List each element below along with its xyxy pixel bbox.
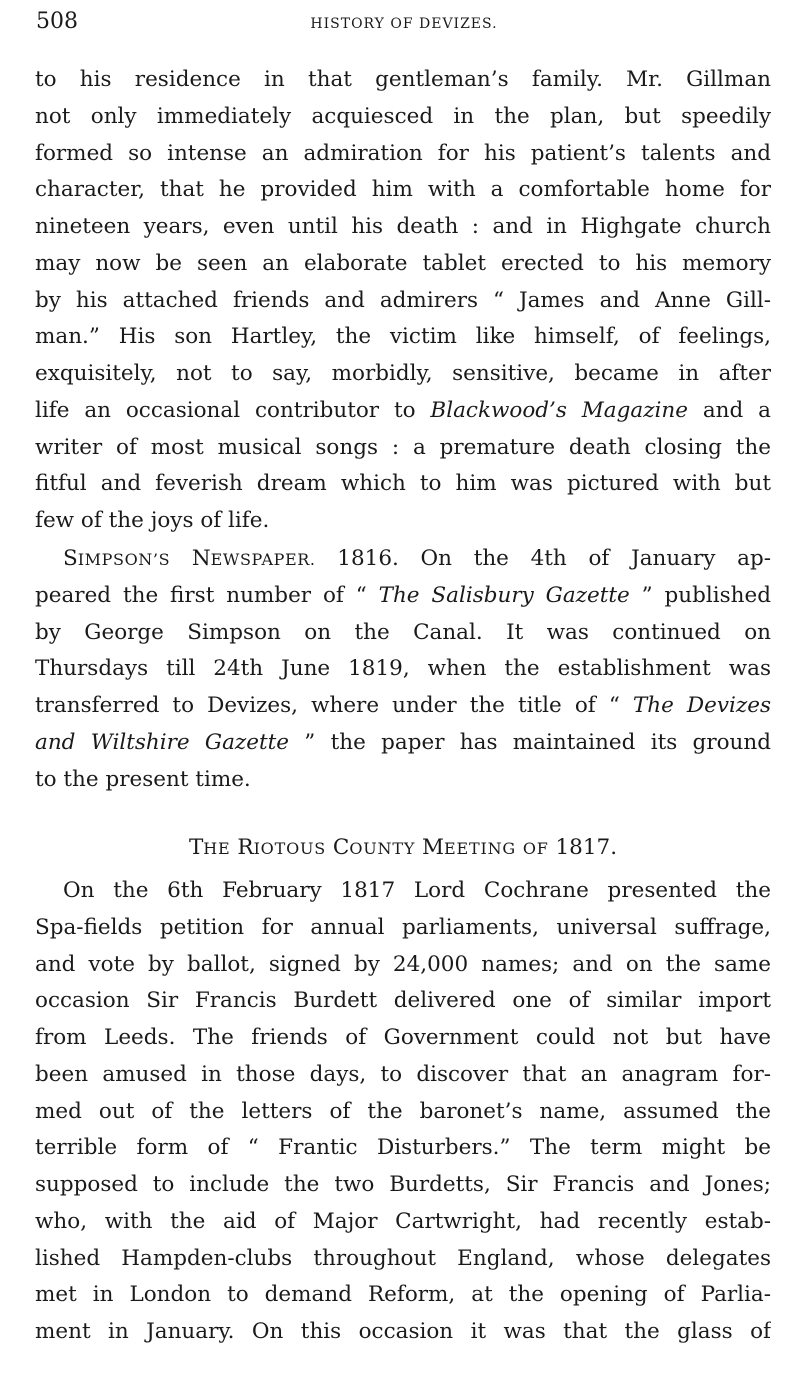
text-line xyxy=(35,578,771,615)
running-title: HISTORY OF DEVIZES. xyxy=(310,16,498,32)
text-run: 1816. On the 4th of January ap- xyxy=(315,546,771,571)
text-line: few of the joys of life. xyxy=(35,508,270,533)
text-run: and a xyxy=(687,397,771,423)
text-line: terrible form of “ Frantic Disturbers.” The term might be xyxy=(35,1135,771,1161)
text-line: ment in January. On this occasion it was that the glass of xyxy=(35,1319,771,1344)
heading-initial: M xyxy=(422,835,445,860)
text-line: occasion Sir Francis Burdett delivered one of similar import xyxy=(35,988,771,1014)
heading-initial: C xyxy=(332,835,350,860)
text-line: supposed to include the two Burdetts, Sir Francis and Jones; xyxy=(35,1172,771,1197)
heading-smallcaps: IOTOUS xyxy=(253,839,327,858)
text-line xyxy=(35,541,771,578)
text-line xyxy=(35,725,771,762)
text-line: man.” His son Hartley, the victim like himself, of feelings, xyxy=(35,324,771,350)
text-line: from Leeds. The friends of Government could not but have xyxy=(35,1025,771,1050)
text-run: transferred to Devizes, where under the title of “ xyxy=(35,693,633,718)
text-line xyxy=(35,688,771,725)
heading-smallcaps: HE xyxy=(203,839,231,858)
text-line: by his attached friends and admirers “ James and Anne Gill- xyxy=(35,287,771,313)
text-line: med out of the letters of the baronet’s name, assumed the xyxy=(35,1098,771,1124)
italic-title: The Salisbury Gazette xyxy=(378,582,630,608)
italic-title: and Wiltshire Gazette xyxy=(35,729,289,755)
text-run: ” published xyxy=(629,582,771,608)
text-line: may now be seen an elaborate tablet erected to his memory xyxy=(35,250,771,276)
italic-title: Blackwood’s Magazine xyxy=(430,397,688,423)
text-line: lished Hampden-clubs throughout England, whose delegates xyxy=(35,1245,771,1271)
italic-title: The Devizes xyxy=(632,693,771,718)
section-heading xyxy=(35,828,771,869)
text-line: met in London to demand Reform, at the opening of Parlia- xyxy=(35,1282,771,1308)
text-line: Spa-fields petition for annual parliaments, universal suffrage, xyxy=(35,914,771,940)
paragraph-simpsons-newspaper xyxy=(35,541,771,798)
text-run: life an occasional contributor to xyxy=(35,397,431,423)
lead-in-smallcaps: EWSPAPER. xyxy=(210,550,316,569)
text-line: On the 6th February 1817 Lord Cochrane presented the xyxy=(63,878,771,903)
heading-smallcaps: OUNTY xyxy=(349,839,416,858)
heading-year: 1817. xyxy=(555,835,618,860)
paragraph-coleridge xyxy=(35,62,771,540)
text-line: to his residence in that gentleman’s family. Mr. Gillman xyxy=(35,67,771,92)
text-line: Thursdays till 24th June 1819, when the establishment was xyxy=(35,656,771,682)
text-line: fitful and feverish dream which to him was pictured with but xyxy=(35,471,771,497)
text-line: nineteen years, even until his death : and in Highgate church xyxy=(35,214,771,239)
lead-in-smallcaps: IMPSON’S xyxy=(77,550,171,569)
heading-initial: T xyxy=(188,835,204,860)
heading-smallcaps: OF xyxy=(522,839,549,858)
text-run: ” the paper has maintained its ground xyxy=(288,729,771,755)
heading-initial: R xyxy=(237,835,254,860)
text-line: to the present time. xyxy=(35,766,251,792)
text-line: by George Simpson on the Canal. It was continued on xyxy=(35,619,771,645)
running-head xyxy=(36,8,772,36)
text-line: been amused in those days, to discover that an anagram for- xyxy=(35,1061,771,1087)
text-line xyxy=(35,393,771,430)
heading-smallcaps: EETING xyxy=(444,839,516,858)
text-line: not only immediately acquiesced in the plan, but speedily xyxy=(35,103,771,129)
text-line: writer of most musical songs : a premature death closing the xyxy=(35,434,771,460)
lead-in-initial: N xyxy=(191,546,211,571)
text-line: exquisitely, not to say, morbidly, sensitive, became in after xyxy=(35,361,771,386)
paragraph-county-meeting xyxy=(35,873,771,1351)
text-line: character, that he provided him with a comfortable home for xyxy=(35,177,771,203)
text-line: and vote by ballot, signed by 24,000 names; and on the same xyxy=(35,951,771,977)
lead-in-initial: S xyxy=(63,546,78,571)
text-line: who, with the aid of Major Cartwright, had recently estab- xyxy=(35,1208,771,1234)
text-run: peared the first number of “ xyxy=(35,582,379,608)
text-line: formed so intense an admiration for his patient’s talents and xyxy=(35,140,771,166)
page-number: 508 xyxy=(36,9,78,34)
